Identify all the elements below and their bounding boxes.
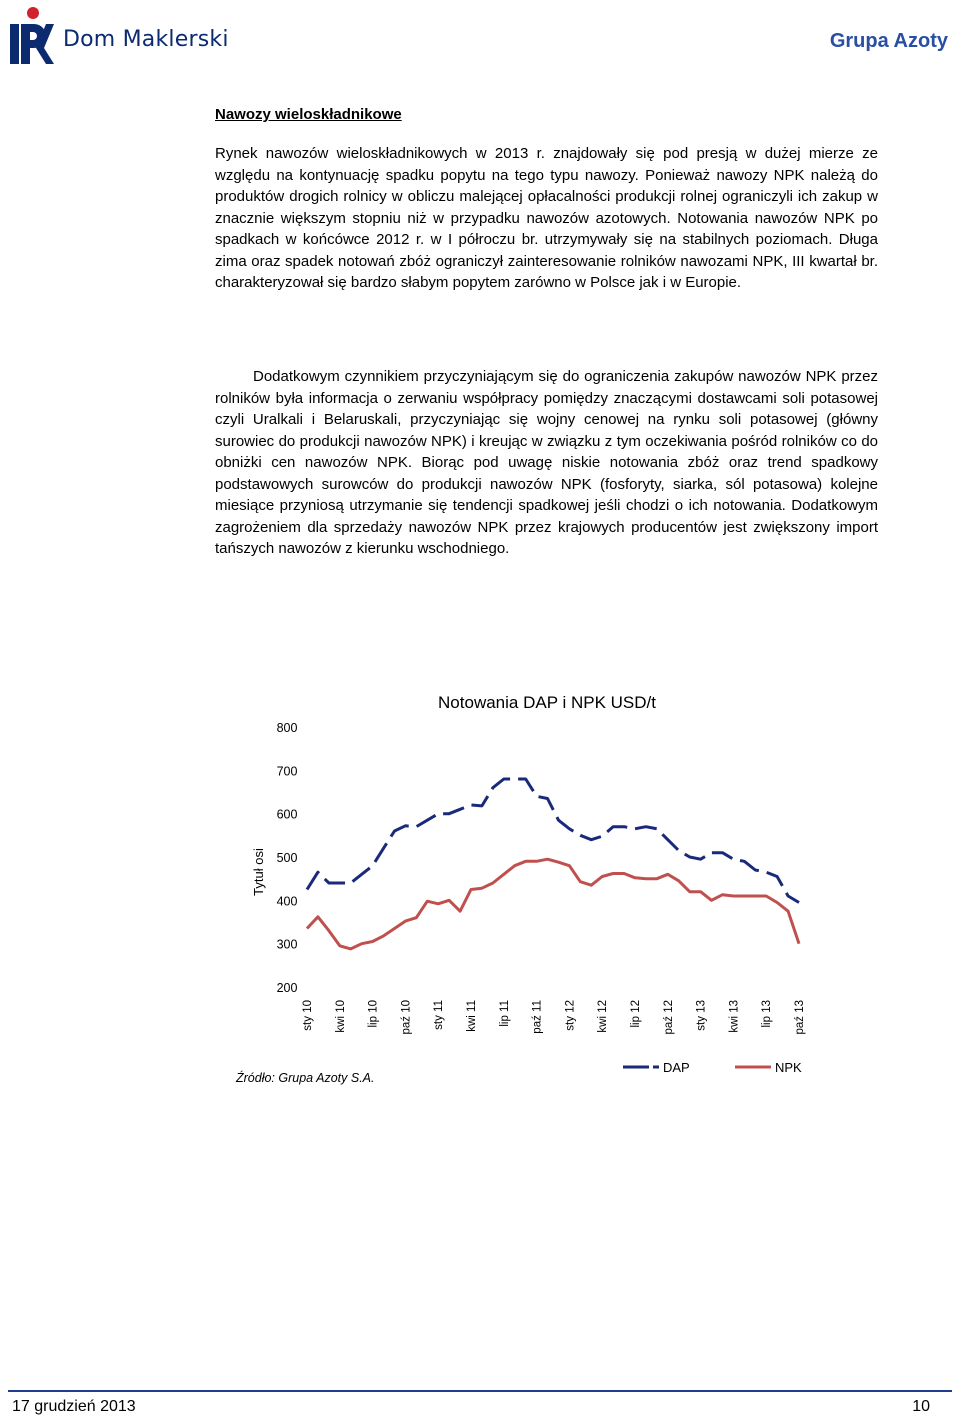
series-line-dap bbox=[307, 779, 799, 903]
y-tick-label: 500 bbox=[276, 851, 298, 865]
source-note: Źródło: Grupa Azoty S.A. bbox=[236, 1071, 375, 1085]
x-tick-label: lip 10 bbox=[367, 1000, 380, 1028]
footer-date: 17 grudzień 2013 bbox=[12, 1398, 136, 1415]
section-title: Nawozy wieloskładnikowe bbox=[215, 106, 402, 123]
x-tick-label: paź 12 bbox=[662, 1000, 675, 1035]
y-tick-label: 400 bbox=[276, 894, 298, 909]
brand-name: Dom Maklerski bbox=[63, 27, 229, 52]
price-chart bbox=[225, 680, 825, 1100]
x-tick-label: paź 10 bbox=[400, 1000, 413, 1035]
x-tick-label: kwi 13 bbox=[728, 1000, 741, 1033]
x-tick-label: lip 13 bbox=[761, 1000, 774, 1028]
page-number: 10 bbox=[912, 1398, 930, 1415]
x-tick-label: kwi 11 bbox=[466, 1000, 478, 1032]
x-tick-label: lip 12 bbox=[630, 1000, 642, 1028]
y-tick-label: 300 bbox=[276, 937, 298, 952]
x-tick-label: sty 13 bbox=[695, 1000, 708, 1031]
y-tick-label: 800 bbox=[276, 721, 298, 735]
company-name: Grupa Azoty bbox=[829, 30, 948, 52]
footer-divider bbox=[8, 1390, 952, 1392]
legend-label-npk: NPK bbox=[775, 1060, 802, 1075]
y-axis-label: Tytuł osi bbox=[251, 848, 266, 896]
paragraph-2-text: Dodatkowym czynnikiem przyczyniającym się do ograniczenia zakupów nawozów NPK przez rolników była informacja o zerwaniu współpracy pomiędzy znaczącymi dostawcami soli potasowej czyli Uralkali i Belaruskali, przyczyniając się wojny cenowej na rynku soli potasowej (główny surowiec do produkcji nawozów NPK) i kreując w związku z tym oczekiwania pośród rolników co do obniżki cen nawozów NPK. Biorąc pod uwagę niskie notowania zbóż oraz trend spadkowy podstawowych surowców do produkcji nawozów NPK (fosforyty, siarka, sól potasowa) kolejne miesiące przyniosą utrzymanie się tendencji spadkowej jeśli chodzi o ich notowania. Dodatkowym zagrożeniem dla sprzedaży nawozów NPK przez krajowych producentów jest zwiększony import tańszych nawozów z kierunku wschodniego. bbox=[215, 368, 878, 557]
paragraph-2 bbox=[215, 366, 878, 560]
x-tick-label: paź 13 bbox=[794, 1000, 806, 1035]
x-tick-label: lip 11 bbox=[498, 1000, 511, 1027]
x-tick-label: sty 11 bbox=[433, 1000, 446, 1030]
paragraph-1: Rynek nawozów wieloskładnikowych w 2013 r. znajdowały się pod presją w dużej mierze ze względu na kontynuację spadku popytu na tego typu nawozy. Ponieważ nawozy NPK należą do produktów drogich rolnicy w obliczu malejącej opłacalności produkcji rolnej ograniczyli ich zakup w znacznie większym stopniu niż w przypadku nawozów azotowych. Notowania nawozów NPK po spadkach w końcówce 2012 r. w I półroczu br. utrzymywały się na stabilnych poziomach. Długa zima oraz spadek notowań zbóż ograniczył zainteresowanie rolników nawozami NPK, III kwartał br. charakteryzował się bardzo słabym popytem zarówno w Polsce jak i w Europie. bbox=[215, 145, 878, 291]
x-tick-label: sty 12 bbox=[564, 1000, 577, 1031]
y-tick-label: 600 bbox=[276, 807, 298, 822]
chart-title: Notowania DAP i NPK USD/t bbox=[438, 693, 656, 712]
y-tick-label: 200 bbox=[276, 981, 298, 995]
price-chart-svg bbox=[225, 680, 825, 1100]
legend-label-dap: DAP bbox=[663, 1060, 690, 1075]
y-tick-label: 700 bbox=[276, 764, 298, 779]
series-line-npk bbox=[307, 859, 799, 949]
x-tick-label: kwi 12 bbox=[597, 1000, 610, 1033]
x-tick-label: paź 11 bbox=[531, 1000, 544, 1034]
x-tick-label: sty 10 bbox=[302, 1000, 314, 1031]
x-tick-label: kwi 10 bbox=[334, 1000, 347, 1033]
